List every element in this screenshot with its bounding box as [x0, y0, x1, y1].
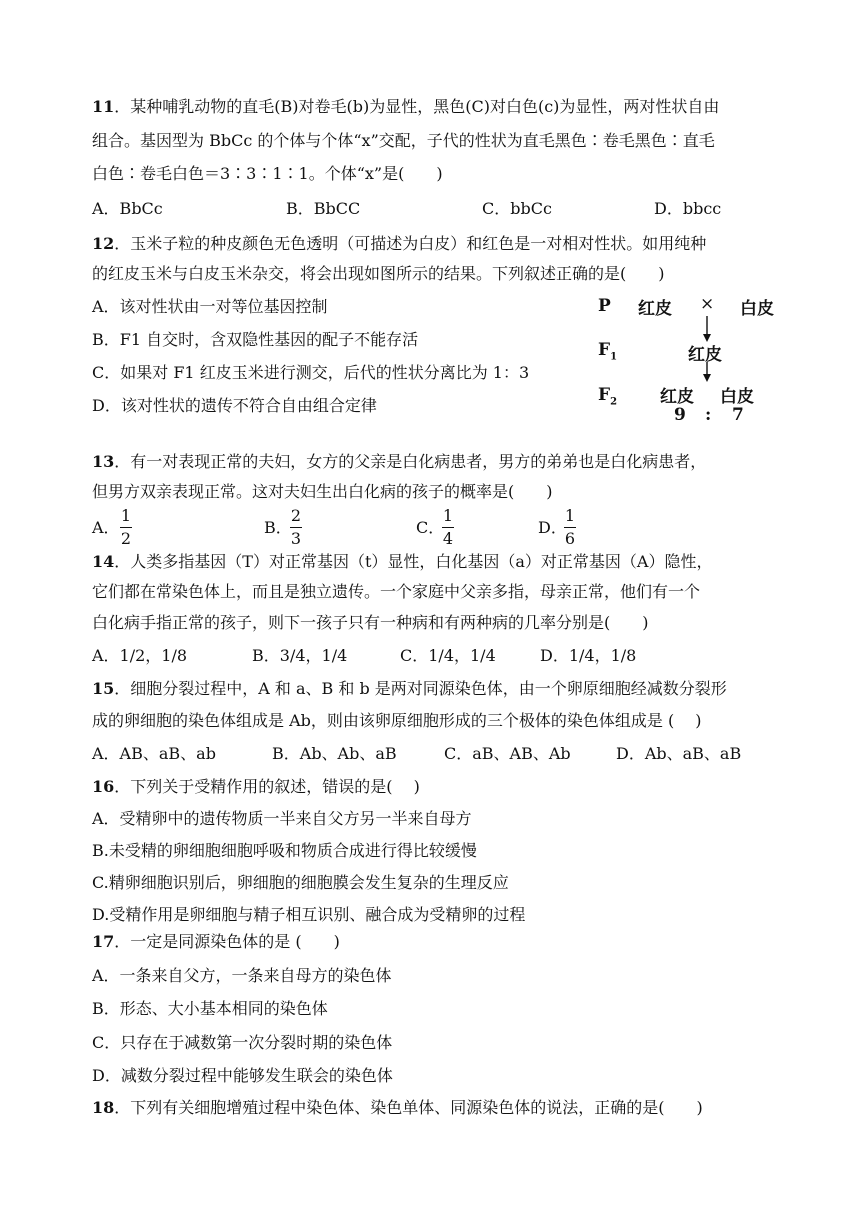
q17-option-a: A．一条来自父方，一条来自母方的染色体: [92, 966, 392, 985]
diagram-f2-label: $F_2$: [598, 385, 618, 408]
diagram-f2-left: 红皮: [660, 387, 694, 407]
q11-option-d: D．bbcc: [654, 199, 722, 218]
q11-line1: [92, 97, 719, 117]
q11-option-c: C．bbCc: [482, 199, 552, 218]
q18-number: 18: [92, 1098, 115, 1117]
q18-line1: [92, 1098, 703, 1118]
q13-text1: ．有一对表现正常的夫妇，女方的父亲是白化病患者，男方的弟弟也是白化病患者，: [114, 452, 707, 471]
q13-option-a-label: A．: [92, 518, 120, 537]
diagram-p-label: P: [598, 296, 611, 316]
q16-line1: [92, 777, 420, 797]
q12-option-a: A．该对性状由一对等位基因控制: [92, 297, 328, 316]
diagram-ratio-sep: :: [705, 405, 712, 425]
diagram-p-right: 白皮: [740, 299, 774, 319]
diagram-ratio-left: 9: [674, 405, 686, 425]
q13-option-c-fraction: 1 4: [442, 506, 454, 548]
q11-number: 11: [92, 97, 115, 116]
diagram-f1-label: $F_1$: [598, 340, 618, 363]
q13-line1: [92, 452, 706, 472]
q18-text1: ．下列有关细胞增殖过程中染色体、染色单体、同源染色体的说法，正确的是( ): [114, 1098, 703, 1117]
q17-number: 17: [92, 932, 115, 951]
q13-line2: 但男方双亲表现正常。这对夫妇生出白化病的孩子的概率是( ): [92, 482, 553, 501]
q17-option-c: C．只存在于减数第一次分裂时期的染色体: [92, 1033, 393, 1052]
q13-option-a-fraction: 1 2: [120, 506, 132, 548]
q14-option-a: A．1/2，1/8: [92, 646, 188, 665]
q16-option-c: C.精卵细胞识别后，卵细胞的细胞膜会发生复杂的生理反应: [92, 873, 509, 892]
q11-option-a: A．BbCc: [92, 199, 163, 218]
q17-line1: [92, 932, 340, 952]
q16-option-a: A．受精卵中的遗传物质一半来自父方另一半来自母方: [92, 809, 472, 828]
q15-option-a: A．AB、aB、ab: [92, 744, 216, 763]
diagram-cross-symbol: ×: [700, 294, 715, 314]
q13-number: 13: [92, 452, 115, 471]
q13-option-b-label: B．: [264, 518, 292, 537]
diagram-arrow-2: [700, 362, 714, 384]
q14-line1: [92, 552, 712, 572]
q11-line3: 白色∶卷毛白色＝3∶3∶1∶1。个体“x”是( ): [92, 164, 443, 183]
q12-text1: ．玉米子粒的种皮颜色无色透明（可描述为白皮）和红色是一对相对性状。如用纯种: [114, 234, 707, 253]
q15-line1: [92, 679, 727, 699]
q12-line2: 的红皮玉米与白皮玉米杂交，将会出现如图所示的结果。下列叙述正确的是( ): [92, 264, 665, 283]
q14-number: 14: [92, 552, 115, 571]
q17-text1: ．一定是同源染色体的是 ( ): [114, 932, 340, 951]
q14-line2: 它们都在常染色体上，而且是独立遗传。一个家庭中父亲多指，母亲正常，他们有一个: [92, 582, 701, 601]
q16-option-b: B.未受精的卵细胞细胞呼吸和物质合成进行得比较缓慢: [92, 841, 477, 860]
q11-line2: 组合。基因型为 BbCc 的个体与个体“x”交配，子代的性状为直毛黑色∶卷毛黑色∶直毛: [92, 131, 715, 150]
diagram-f1-text: 红皮: [688, 345, 722, 365]
q13-option-b-fraction: 2 3: [290, 506, 302, 548]
q15-text1: ．细胞分裂过程中，A 和 a、B 和 b 是两对同源染色体，由一个卵原细胞经减数分裂形: [114, 679, 727, 698]
q14-option-b: B．3/4，1/4: [252, 646, 348, 665]
q17-option-b: B．形态、大小基本相同的染色体: [92, 999, 328, 1018]
q15-option-c: C．aB、AB、Ab: [444, 744, 571, 763]
diagram-f2-right: 白皮: [720, 387, 754, 407]
q14-option-d: D．1/4，1/8: [540, 646, 637, 665]
q11-text1: ．某种哺乳动物的直毛(B)对卷毛(b)为显性，黑色(C)对白色(c)为显性，两对性状自由: [114, 97, 720, 116]
q15-number: 15: [92, 679, 115, 698]
q12-option-d: D．该对性状的遗传不符合自由组合定律: [92, 396, 377, 415]
q15-option-d: D．Ab、aB、aB: [616, 744, 742, 763]
q13-option-d-fraction: 1 6: [564, 506, 576, 548]
q12-line1: [92, 234, 706, 254]
q15-option-b: B．Ab、Ab、aB: [272, 744, 397, 763]
q12-number: 12: [92, 234, 115, 253]
q12-option-c: C．如果对 F1 红皮玉米进行测交，后代的性状分离比为 1：3: [92, 363, 530, 382]
q14-option-c: C．1/4，1/4: [400, 646, 496, 665]
q16-option-d: D.受精作用是卵细胞与精子相互识别、融合成为受精卵的过程: [92, 905, 526, 924]
q17-option-d: D．减数分裂过程中能够发生联会的染色体: [92, 1066, 393, 1085]
q16-text1: ．下列关于受精作用的叙述，错误的是( ): [114, 777, 420, 796]
q11-option-b: B．BbCC: [286, 199, 361, 218]
diagram-p-left: 红皮: [638, 299, 672, 319]
q13-option-c-label: C．: [416, 518, 445, 537]
q14-text1: ．人类多指基因（T）对正常基因（t）显性，白化基因（a）对正常基因（A）隐性，: [114, 552, 713, 571]
q14-line3: 白化病手指正常的孩子，则下一孩子只有一种病和有两种病的几率分别是( ): [92, 613, 649, 632]
q12-option-b: B．F1 自交时，含双隐性基因的配子不能存活: [92, 330, 419, 349]
q15-line2: 成的卵细胞的染色体组成是 Ab，则由该卵原细胞形成的三个极体的染色体组成是 ( ): [92, 711, 702, 730]
diagram-ratio-right: 7: [732, 405, 744, 425]
q13-option-d-label: D．: [538, 518, 567, 537]
q16-number: 16: [92, 777, 115, 796]
